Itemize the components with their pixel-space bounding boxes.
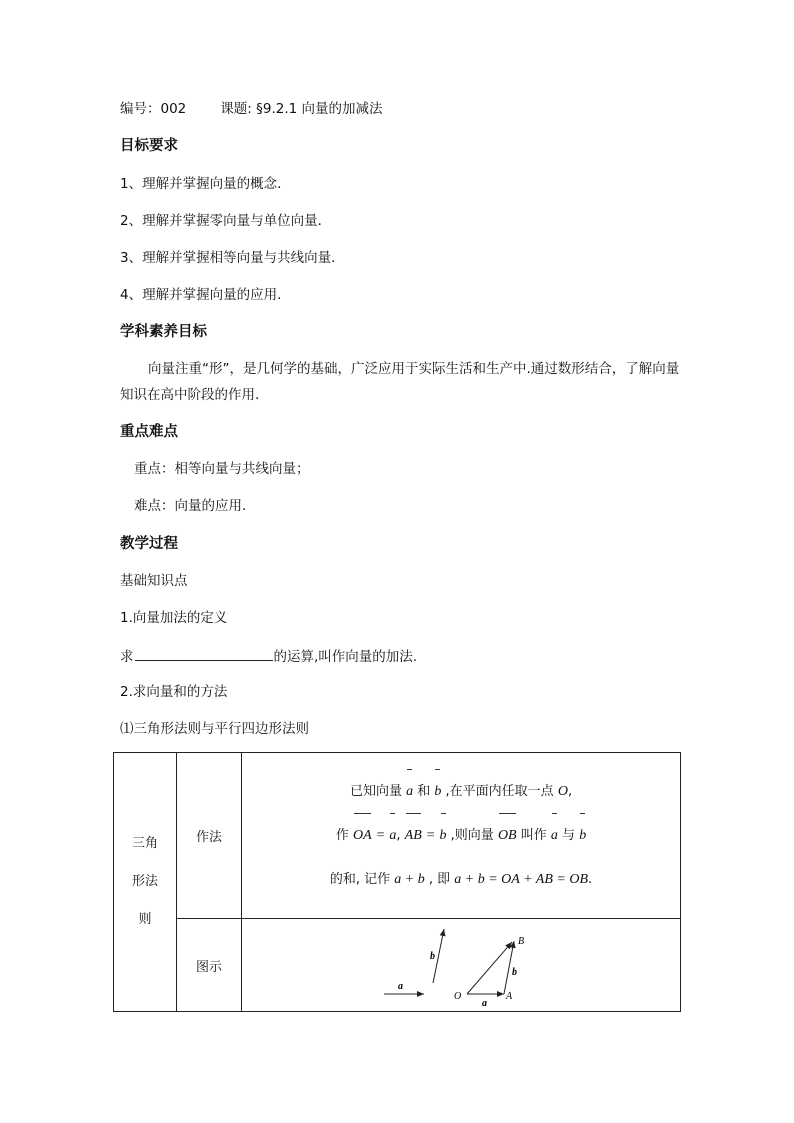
sum-expression: a + b [394, 871, 425, 887]
rule-name-cell [114, 753, 177, 1012]
definition-title: 1.向量加法的定义 [120, 610, 228, 626]
vector-a: a [551, 814, 558, 858]
figure-label: 图示 [177, 919, 242, 1012]
method-line-1: 已知向量 a 和 b ,在平面内任取一点 O, [242, 770, 680, 814]
label-a2: a [482, 998, 488, 1007]
vector-b: b [434, 770, 441, 814]
sum-equation: a + b = OA + AB = OB [454, 871, 588, 887]
vector-oa: OA [353, 814, 372, 858]
objective-item: 3、理解并掌握相等向量与共线向量． [120, 250, 345, 266]
definition-line [120, 646, 417, 666]
label-point-b: B [518, 936, 525, 947]
method-title: 2.求向量和的方法 [120, 684, 228, 700]
vector-a: a [406, 770, 413, 814]
document-number: 编号：002 [120, 101, 187, 117]
figure-row [114, 919, 681, 1012]
label-point-o: O [454, 991, 462, 1002]
method-line-2: 作 OA = a, AB = b ,则向量 OB 叫作 a 与 b [242, 814, 680, 858]
label-b2: b [512, 967, 518, 978]
rule-name-part: 则 [138, 912, 152, 927]
literacy-paragraph: 向量注重“形”，是几何学的基础，广泛应用于实际生活和生产中.通过数形结合，了解向量知识在高中阶段的作用. [120, 361, 680, 403]
fill-in-blank[interactable] [135, 646, 273, 661]
objective-item: 1、理解并掌握向量的概念． [120, 176, 291, 192]
definition-prefix: 求 [120, 649, 134, 665]
rule-title: ⑴三角形法则与平行四边形法则 [120, 721, 309, 737]
objectives-heading: 目标要求 [120, 138, 178, 154]
rules-table [113, 752, 681, 1012]
vector-ab: AB [405, 814, 422, 858]
rule-name-part: 三角 [132, 836, 159, 851]
method-row [114, 753, 681, 919]
vector-a: a [389, 814, 396, 858]
label-a: a [398, 981, 404, 992]
vector-b: b [440, 814, 447, 858]
rule-name-part: 形法 [132, 874, 159, 889]
focus-point: 重点：相等向量与共线向量； [134, 461, 310, 477]
method-label: 作法 [177, 753, 242, 919]
definition-suffix: 的运算,叫作向量的加法. [273, 649, 418, 665]
vector-ob: OB [498, 814, 517, 858]
triangle-rule-figure [242, 919, 678, 1007]
difficulty-point: 难点：向量的应用. [134, 498, 247, 514]
label-b: b [430, 951, 436, 962]
objective-item: 4、理解并掌握向量的应用. [120, 287, 282, 303]
lesson-title: 课题: §9.2.1 向量的加减法 [220, 101, 383, 117]
process-heading: 教学过程 [120, 536, 178, 552]
method-line-3: 的和, 记作 a + b , 即 a + b = OA + AB = OB. [329, 871, 593, 887]
point-o: O [557, 783, 568, 799]
label-point-a: A [506, 991, 513, 1002]
method-content [242, 753, 681, 919]
objective-item: 2、理解并掌握零向量与单位向量． [120, 213, 332, 229]
header-line [120, 100, 383, 118]
key-points-heading: 重点难点 [120, 424, 178, 440]
figure-cell [242, 919, 681, 1012]
literacy-heading: 学科素养目标 [120, 324, 207, 340]
vector-b: b [579, 814, 586, 858]
basics-heading: 基础知识点 [120, 573, 188, 589]
